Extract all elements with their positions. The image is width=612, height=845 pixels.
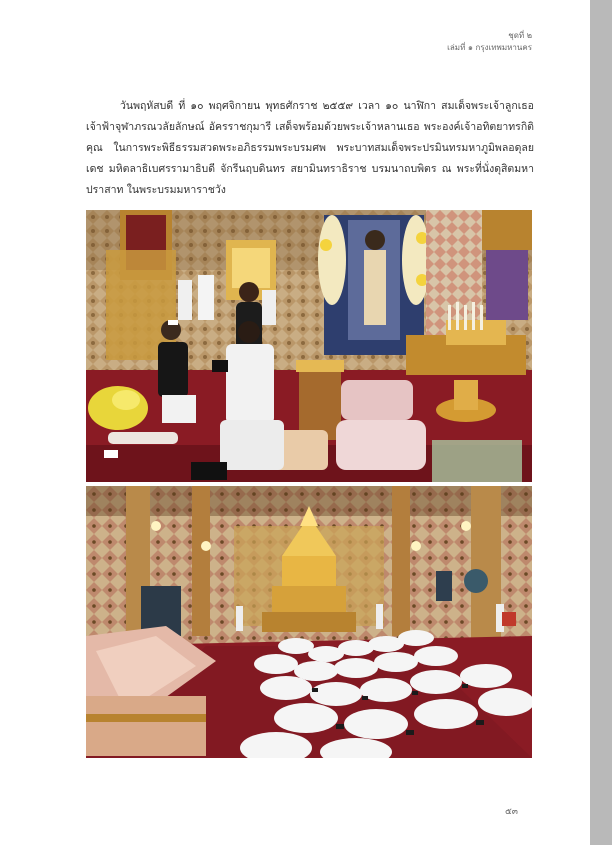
page-number: ๕๓ xyxy=(505,807,518,817)
ceremony-photo-top-image xyxy=(86,210,532,482)
header-series: ชุดที่ ๒ xyxy=(508,31,532,40)
page-header xyxy=(447,30,532,54)
ceremony-photo-top xyxy=(86,210,532,482)
body-paragraph xyxy=(86,96,534,201)
ceremony-photo-bottom xyxy=(86,486,532,758)
ceremony-photo-bottom-image xyxy=(86,486,532,758)
header-volume: เล่มที่ ๑ กรุงเทพมหานคร xyxy=(447,43,532,52)
page-edge-band xyxy=(590,0,612,845)
paragraph-text: วันพฤหัสบดี ที่ ๑๐ พฤศจิกายน พุทธศักราช ๒๕๕๙ เวลา ๑๐ นาฬิกา สมเด็จพระเจ้าลูกเธอ เจ้าฟ้าจุฬาภรณวลัยลักษณ์ อัครราชกุมารี เสด็จพร้อมด้วยพระเจ้าหลานเธอ พระองค์เจ้าอทิตยาทรกิติคุณ ในการพระพิธีธรรมสวดพระอภิธรรมพระบรมศพ พระบาทสมเด็จพระปรมินทรมหาภูมิพลอดุลยเดช มหิตลาธิเบศรรามาธิบดี จักรีนฤบดินทร สยามินทราธิราช บรมนาถบพิตร ณ พระที่นั่งดุสิตมหาปราสาท ในพระบรมมหาราชวัง xyxy=(86,100,534,196)
